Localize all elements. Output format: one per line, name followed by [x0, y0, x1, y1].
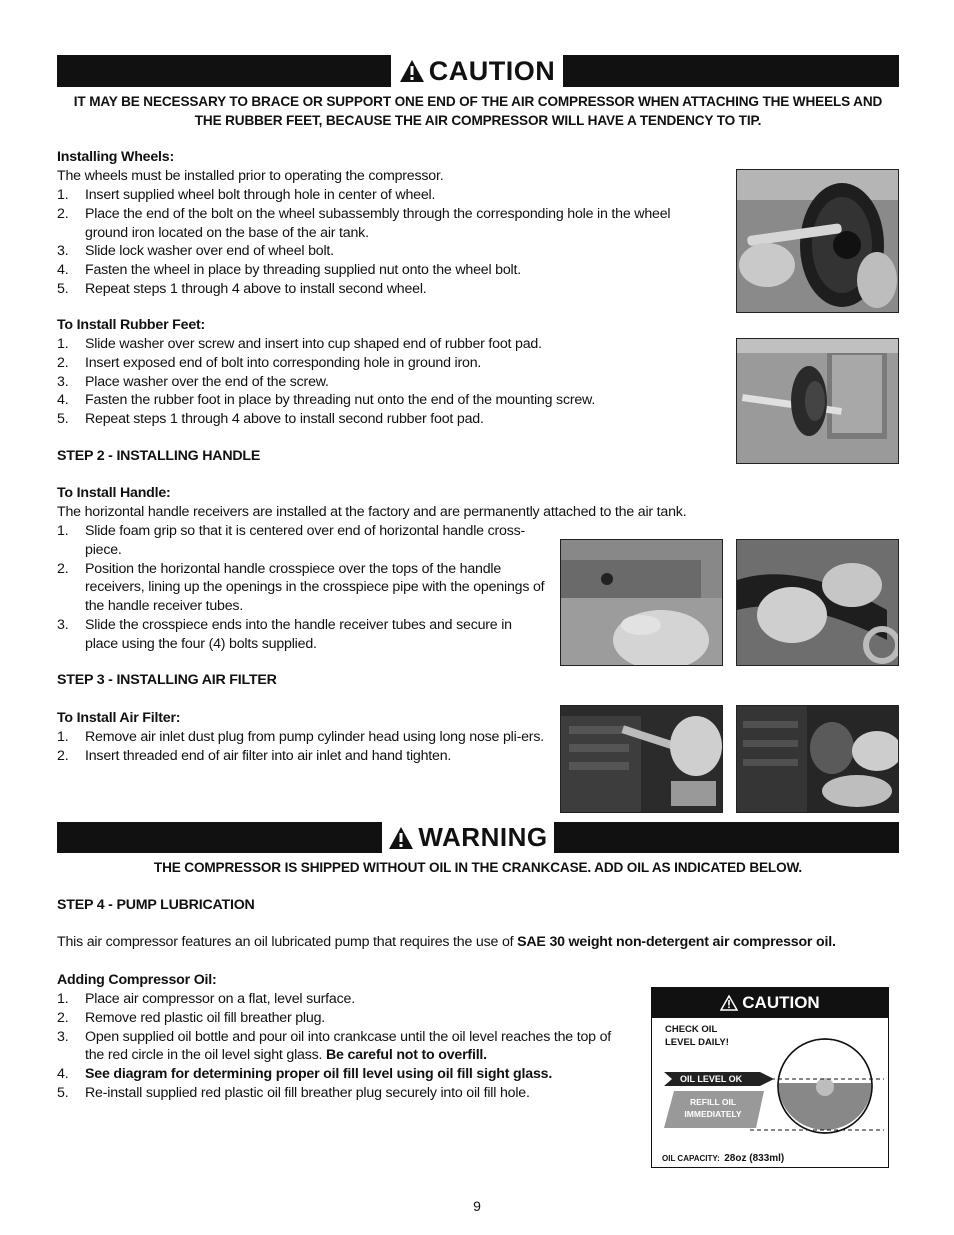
handle-heading: To Install Handle:	[57, 485, 171, 501]
wheel-install-photo	[736, 169, 899, 313]
warning-banner-tag	[382, 822, 554, 853]
caution-banner	[57, 55, 899, 87]
handle-grip-photo	[560, 539, 723, 666]
step2-title: STEP 2 - INSTALLING HANDLE	[57, 448, 261, 464]
list-item: 3. Open supplied oil bottle and pour oil into crankcase until the oil level reaches the top of the red circle in the oil level sight glass. Be careful not to overfill.	[57, 1028, 611, 1064]
list-item: 4. Fasten the wheel in place by threading supplied nut onto the wheel bolt.	[57, 262, 521, 279]
oil-level-label	[651, 987, 889, 1168]
step3-title: STEP 3 - INSTALLING AIR FILTER	[57, 672, 277, 688]
list-item: 3. Slide lock washer over end of wheel bolt.	[57, 243, 334, 260]
handle-foam-photo	[736, 539, 899, 666]
warning-triangle-icon	[399, 59, 425, 83]
oil-heading: Adding Compressor Oil:	[57, 972, 217, 988]
list-item: 4. See diagram for determining proper oil fill level using oil fill sight glass.	[57, 1066, 553, 1083]
list-item: 1. Place air compressor on a flat, level surface.	[57, 991, 355, 1007]
list-item: 3. Slide the crosspiece ends into the handle receiver tubes and secure in place using the four (4) bolts supplied.	[57, 616, 512, 652]
refill-oil-text: REFILL OIL IMMEDIATELY	[684, 1097, 742, 1119]
list-item: 3. Place washer over the end of the screw.	[57, 373, 329, 390]
label-header-text: CAUTION	[742, 993, 820, 1012]
oil-warning-text: THE COMPRESSOR IS SHIPPED WITHOUT OIL IN THE CRANKCASE. ADD OIL AS INDICATED BELOW.	[153, 860, 803, 875]
air-filter-hand-photo	[736, 705, 899, 813]
warning-banner-label: WARNING	[418, 822, 548, 852]
list-item: 1. Slide washer over screw and insert into cup shaped end of rubber foot pad.	[57, 336, 542, 352]
tip-warning-text: IT MAY BE NECESSARY TO BRACE OR SUPPORT ONE END OF THE AIR COMPRESSOR WHEN ATTACHING THE WHEELS AND THE RUBBER FEET, BECAUSE THE AIR COMPRESSOR WILL HAVE A TENDENCY TO TIP.	[73, 94, 883, 128]
list-item: 5. Re-install supplied red plastic oil fill breather plug securely into oil fill hole.	[57, 1084, 530, 1101]
handle-intro: The horizontal handle receivers are installed at the factory and are permanently attached to the air tank.	[57, 504, 687, 520]
wheels-heading: Installing Wheels:	[57, 149, 175, 165]
lubrication-text	[57, 933, 836, 952]
caution-banner-label: CAUTION	[428, 55, 556, 86]
check-oil-text: CHECK OIL LEVEL DAILY!	[665, 1024, 729, 1048]
list-item: 1. Remove air inlet dust plug from pump cylinder head using long nose pli-ers.	[57, 729, 544, 745]
wheels-intro: The wheels must be installed prior to operating the compressor.	[57, 168, 444, 184]
lubrication-plain: This air compressor features an oil lubricated pump that requires the use of	[57, 934, 518, 950]
list-item: 2. Position the horizontal handle crosspiece over the tops of the handle receivers, lining up the openings in the crosspiece pipe with the openings of the handle receiver tubes.	[57, 560, 545, 615]
warning-triangle-icon	[388, 826, 414, 850]
list-item: 2. Place the end of the bolt on the wheel subassembly through the corresponding hole in the wheel ground iron located on the base of the air tank.	[57, 205, 671, 241]
feet-heading: To Install Rubber Feet:	[57, 317, 206, 333]
list-item: 5. Repeat steps 1 through 4 above to install second wheel.	[57, 280, 427, 297]
rubber-foot-photo	[736, 338, 899, 464]
caution-banner-tag	[391, 55, 563, 87]
oil-level-ok-text: OIL LEVEL OK	[680, 1074, 743, 1084]
feet-steps	[57, 335, 717, 429]
oil-steps	[57, 990, 632, 1103]
step4-title: STEP 4 - PUMP LUBRICATION	[57, 897, 255, 913]
filter-steps	[57, 728, 547, 766]
page-number: 9	[473, 1198, 481, 1214]
handle-steps	[57, 522, 547, 654]
warning-banner	[57, 822, 899, 853]
list-item: 1. Insert supplied wheel bolt through hole in center of wheel.	[57, 187, 436, 203]
list-item: 5. Repeat steps 1 through 4 above to install second rubber foot pad.	[57, 411, 484, 428]
wheels-steps	[57, 186, 697, 299]
oil-capacity: OIL CAPACITY: 28oz (833ml)	[662, 1153, 785, 1164]
air-filter-pliers-photo	[560, 705, 723, 813]
list-item: 2. Insert exposed end of bolt into corresponding hole in ground iron.	[57, 354, 482, 371]
list-item: 2. Remove red plastic oil fill breather plug.	[57, 1009, 325, 1026]
lubrication-oil-type: SAE 30 weight non-detergent air compressor oil.	[517, 934, 836, 950]
filter-heading: To Install Air Filter:	[57, 710, 181, 726]
list-item: 2. Insert threaded end of air filter into air inlet and hand tighten.	[57, 747, 452, 764]
list-item: 4. Fasten the rubber foot in place by threading nut onto the end of the mounting screw.	[57, 392, 596, 409]
list-item: 1. Slide foam grip so that it is centered over end of horizontal handle cross-piece.	[57, 523, 526, 558]
